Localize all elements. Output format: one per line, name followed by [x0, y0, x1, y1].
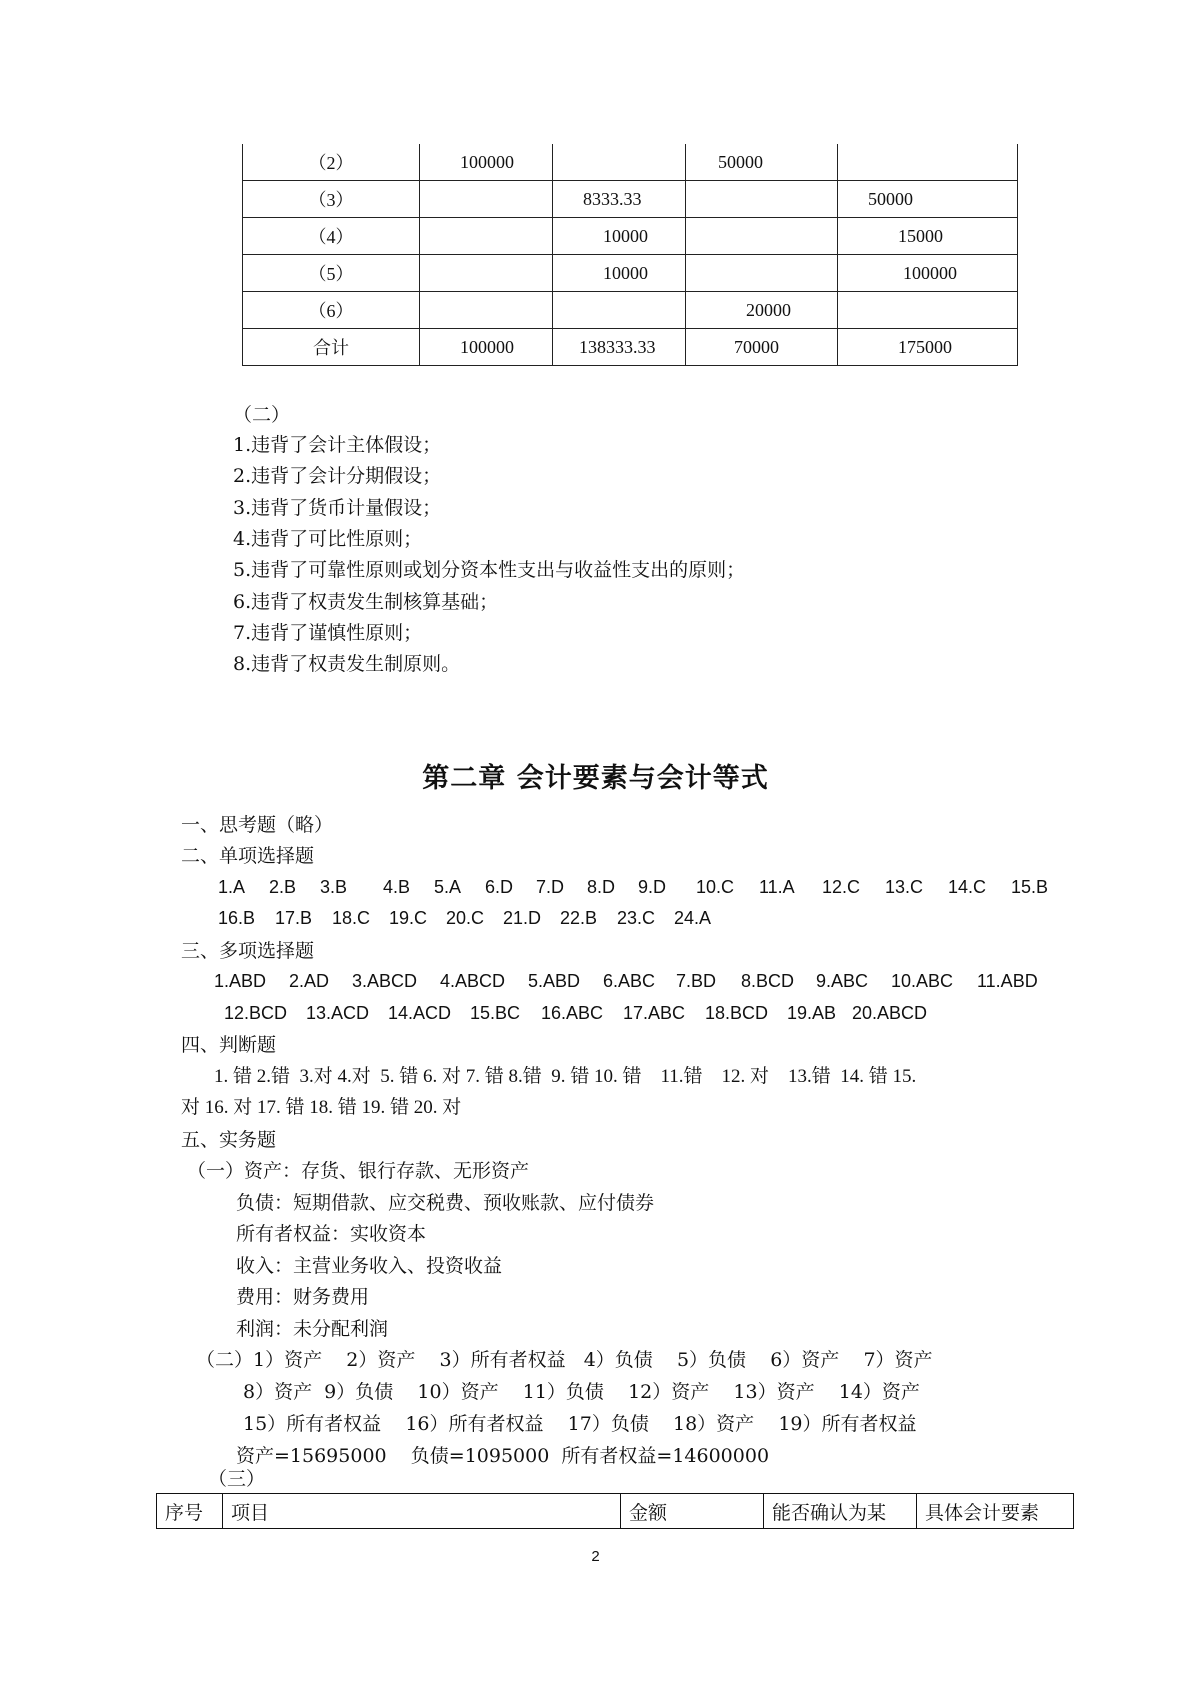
- cell-value: 50000: [868, 188, 913, 209]
- answer-item: 2.B: [269, 877, 297, 897]
- value-cell: [553, 292, 686, 329]
- practice-2-line-0: （二）1）资产 2）资产 3）所有者权益 4）负债 5）负债 6）资产 7）资产: [196, 1349, 933, 1371]
- row-label-cell: （2）: [243, 144, 420, 181]
- q3-answers-line2: [224, 1003, 932, 1024]
- answer-item: 23.C: [617, 908, 656, 928]
- q3-heading: 三、多项选择题: [181, 940, 315, 962]
- answer-item: 16.ABC: [541, 1003, 604, 1023]
- answer-item: 14.C: [948, 877, 987, 897]
- practice-2-line-2: 15）所有者权益 16）所有者权益 17）负债 18）资产 19）所有者权益: [243, 1413, 917, 1435]
- cell-value: 70000: [734, 336, 779, 357]
- answer-item: 8.D: [587, 877, 616, 897]
- cell-value: 8333.33: [583, 188, 642, 209]
- section-two-item: 3.违背了货币计量假设；: [233, 496, 442, 519]
- answer-item: 1.A: [218, 877, 246, 897]
- q2-answers-line2: [218, 908, 714, 929]
- practice-1-line-5: 利润：未分配利润: [236, 1318, 389, 1340]
- answer-item: 16.B: [218, 908, 256, 928]
- value-cell: [420, 292, 553, 329]
- cell-value: 138333.33: [579, 336, 656, 357]
- answer-item: 13.ACD: [306, 1003, 370, 1023]
- practice-2-line-3: 资产=15695000 负债=1095000 所有者权益=14600000: [236, 1445, 770, 1467]
- answer-item: 12.C: [822, 877, 861, 897]
- answer-item: 24.A: [674, 908, 712, 928]
- answer-item: 17.B: [275, 908, 313, 928]
- header-cell: 具体会计要素: [917, 1494, 1074, 1529]
- cell-value: 100000: [903, 262, 957, 283]
- answer-item: 3.B: [320, 877, 348, 897]
- row-label-cell: （5）: [243, 255, 420, 292]
- answer-item: 10.C: [696, 877, 735, 897]
- answer-item: 15.B: [1011, 877, 1049, 897]
- answer-item: 4.ABCD: [440, 971, 506, 991]
- value-cell: [686, 329, 838, 366]
- q2-heading: 二、单项选择题: [181, 845, 315, 867]
- section-two-item: 8.违背了权责发生制原则。: [233, 653, 461, 676]
- row-label-cell: （4）: [243, 218, 420, 255]
- answer-item: 8.BCD: [741, 971, 795, 991]
- answer-item: 5.ABD: [528, 971, 581, 991]
- top-table-row: [243, 255, 1018, 292]
- answer-item: 21.D: [503, 908, 542, 928]
- answer-item: 14.ACD: [388, 1003, 452, 1023]
- answer-item: 10.ABC: [891, 971, 954, 991]
- section-two-heading: （二）: [233, 404, 291, 426]
- value-cell: [553, 218, 686, 255]
- top-table-row: [243, 181, 1018, 218]
- answer-item: 17.ABC: [623, 1003, 686, 1023]
- practice-2-line-1: 8）资产 9）负债 10）资产 11）负债 12）资产 13）资产 14）资产: [243, 1381, 920, 1403]
- cell-value: 10000: [603, 262, 648, 283]
- answer-item: 7.BD: [676, 971, 717, 991]
- value-cell: [686, 144, 838, 181]
- answer-item: 18.C: [332, 908, 371, 928]
- answer-item: 15.BC: [470, 1003, 521, 1023]
- q2-answers-line1: [218, 877, 1051, 898]
- practice-1-line-0: （一）资产：存货、银行存款、无形资产: [187, 1160, 530, 1182]
- answer-item: 11.A: [759, 877, 795, 897]
- value-cell: [553, 255, 686, 292]
- value-cell: [838, 292, 1018, 329]
- q4-answers-line2: 对 16. 对 17. 错 18. 错 19. 错 20. 对: [181, 1097, 462, 1118]
- top-table-row: [243, 144, 1018, 181]
- section-two-item: 6.违背了权责发生制核算基础；: [233, 590, 499, 613]
- value-cell: [420, 144, 553, 181]
- q5-heading: 五、实务题: [181, 1129, 277, 1151]
- value-cell: [686, 218, 838, 255]
- header-cell: 金额: [621, 1494, 764, 1529]
- top-table-row: [243, 329, 1018, 366]
- row-label-cell: （6）: [243, 292, 420, 329]
- answer-item: 6.ABC: [603, 971, 656, 991]
- value-cell: [686, 255, 838, 292]
- top-table-row: [243, 218, 1018, 255]
- q1-heading: 一、思考题（略）: [181, 814, 334, 836]
- q3-answers-line1: [214, 971, 1047, 992]
- answer-item: 6.D: [485, 877, 514, 897]
- answer-item: 20.ABCD: [852, 1003, 928, 1023]
- value-cell: [686, 292, 838, 329]
- value-cell: [838, 329, 1018, 366]
- header-cell: 序号: [157, 1494, 223, 1529]
- value-cell: [420, 181, 553, 218]
- answer-item: 19.C: [389, 908, 428, 928]
- value-cell: [553, 181, 686, 218]
- bottom-table-header-row: [157, 1494, 1074, 1529]
- answer-item: 18.BCD: [705, 1003, 769, 1023]
- cell-value: 50000: [718, 151, 763, 172]
- answer-item: 12.BCD: [224, 1003, 288, 1023]
- value-cell: [420, 329, 553, 366]
- answer-item: 7.D: [536, 877, 565, 897]
- value-cell: [838, 255, 1018, 292]
- cell-value: 15000: [898, 225, 943, 246]
- cell-value: 100000: [460, 151, 514, 172]
- answer-item: 3.ABCD: [352, 971, 418, 991]
- q4-answers-line1: 1. 错 2.错 3.对 4.对 5. 错 6. 对 7. 错 8.错 9. 错 10. 错 11.错 12. 对 13.错 14. 错 15.: [214, 1066, 917, 1087]
- cell-value: 175000: [898, 336, 952, 357]
- section-two-item: 7.违背了谨慎性原则；: [233, 621, 423, 644]
- header-cell: 项目: [223, 1494, 621, 1529]
- value-cell: [420, 218, 553, 255]
- top-table-row: [243, 292, 1018, 329]
- practice-1-line-3: 收入：主营业务收入、投资收益: [236, 1255, 503, 1277]
- section-two-item: 5.违背了可靠性原则或划分资本性支出与收益性支出的原则；: [233, 559, 746, 582]
- answer-item: 11.ABD: [977, 971, 1038, 991]
- answer-item: 9.D: [638, 877, 667, 897]
- section-two-item: 4.违背了可比性原则；: [233, 527, 423, 550]
- bottom-table: [156, 1493, 1074, 1529]
- answer-item: 2.AD: [289, 971, 330, 991]
- value-cell: [553, 329, 686, 366]
- cell-value: 20000: [746, 299, 791, 320]
- header-cell: 能否确认为某: [764, 1494, 917, 1529]
- value-cell: [686, 181, 838, 218]
- answer-item: 4.B: [383, 877, 411, 897]
- row-label-cell: 合计: [243, 329, 420, 366]
- value-cell: [553, 144, 686, 181]
- answer-item: 9.ABC: [816, 971, 869, 991]
- answer-item: 20.C: [446, 908, 485, 928]
- answer-item: 5.A: [434, 877, 462, 897]
- practice-1-line-4: 费用：财务费用: [236, 1286, 370, 1308]
- chapter-title: 第二章 会计要素与会计等式: [422, 763, 769, 794]
- practice-1-line-2: 所有者权益：实收资本: [236, 1223, 427, 1245]
- answer-item: 19.AB: [787, 1003, 837, 1023]
- practice-1-line-1: 负债：短期借款、应交税费、预收账款、应付债券: [236, 1192, 655, 1214]
- section-two-item: 2.违背了会计分期假设；: [233, 465, 442, 488]
- row-label-cell: （3）: [243, 181, 420, 218]
- value-cell: [838, 144, 1018, 181]
- value-cell: [838, 218, 1018, 255]
- page-number: 2: [591, 1548, 600, 1565]
- value-cell: [838, 181, 1018, 218]
- section-two-item: 1.违背了会计主体假设；: [233, 434, 442, 456]
- cell-value: 10000: [603, 225, 648, 246]
- answer-item: 22.B: [560, 908, 598, 928]
- answer-item: 13.C: [885, 877, 924, 897]
- value-cell: [420, 255, 553, 292]
- practice-3-heading: （三）: [208, 1468, 266, 1490]
- answer-item: 1.ABD: [214, 971, 267, 991]
- top-table: [242, 144, 1018, 366]
- q4-heading: 四、判断题: [181, 1034, 277, 1056]
- cell-value: 100000: [460, 336, 514, 357]
